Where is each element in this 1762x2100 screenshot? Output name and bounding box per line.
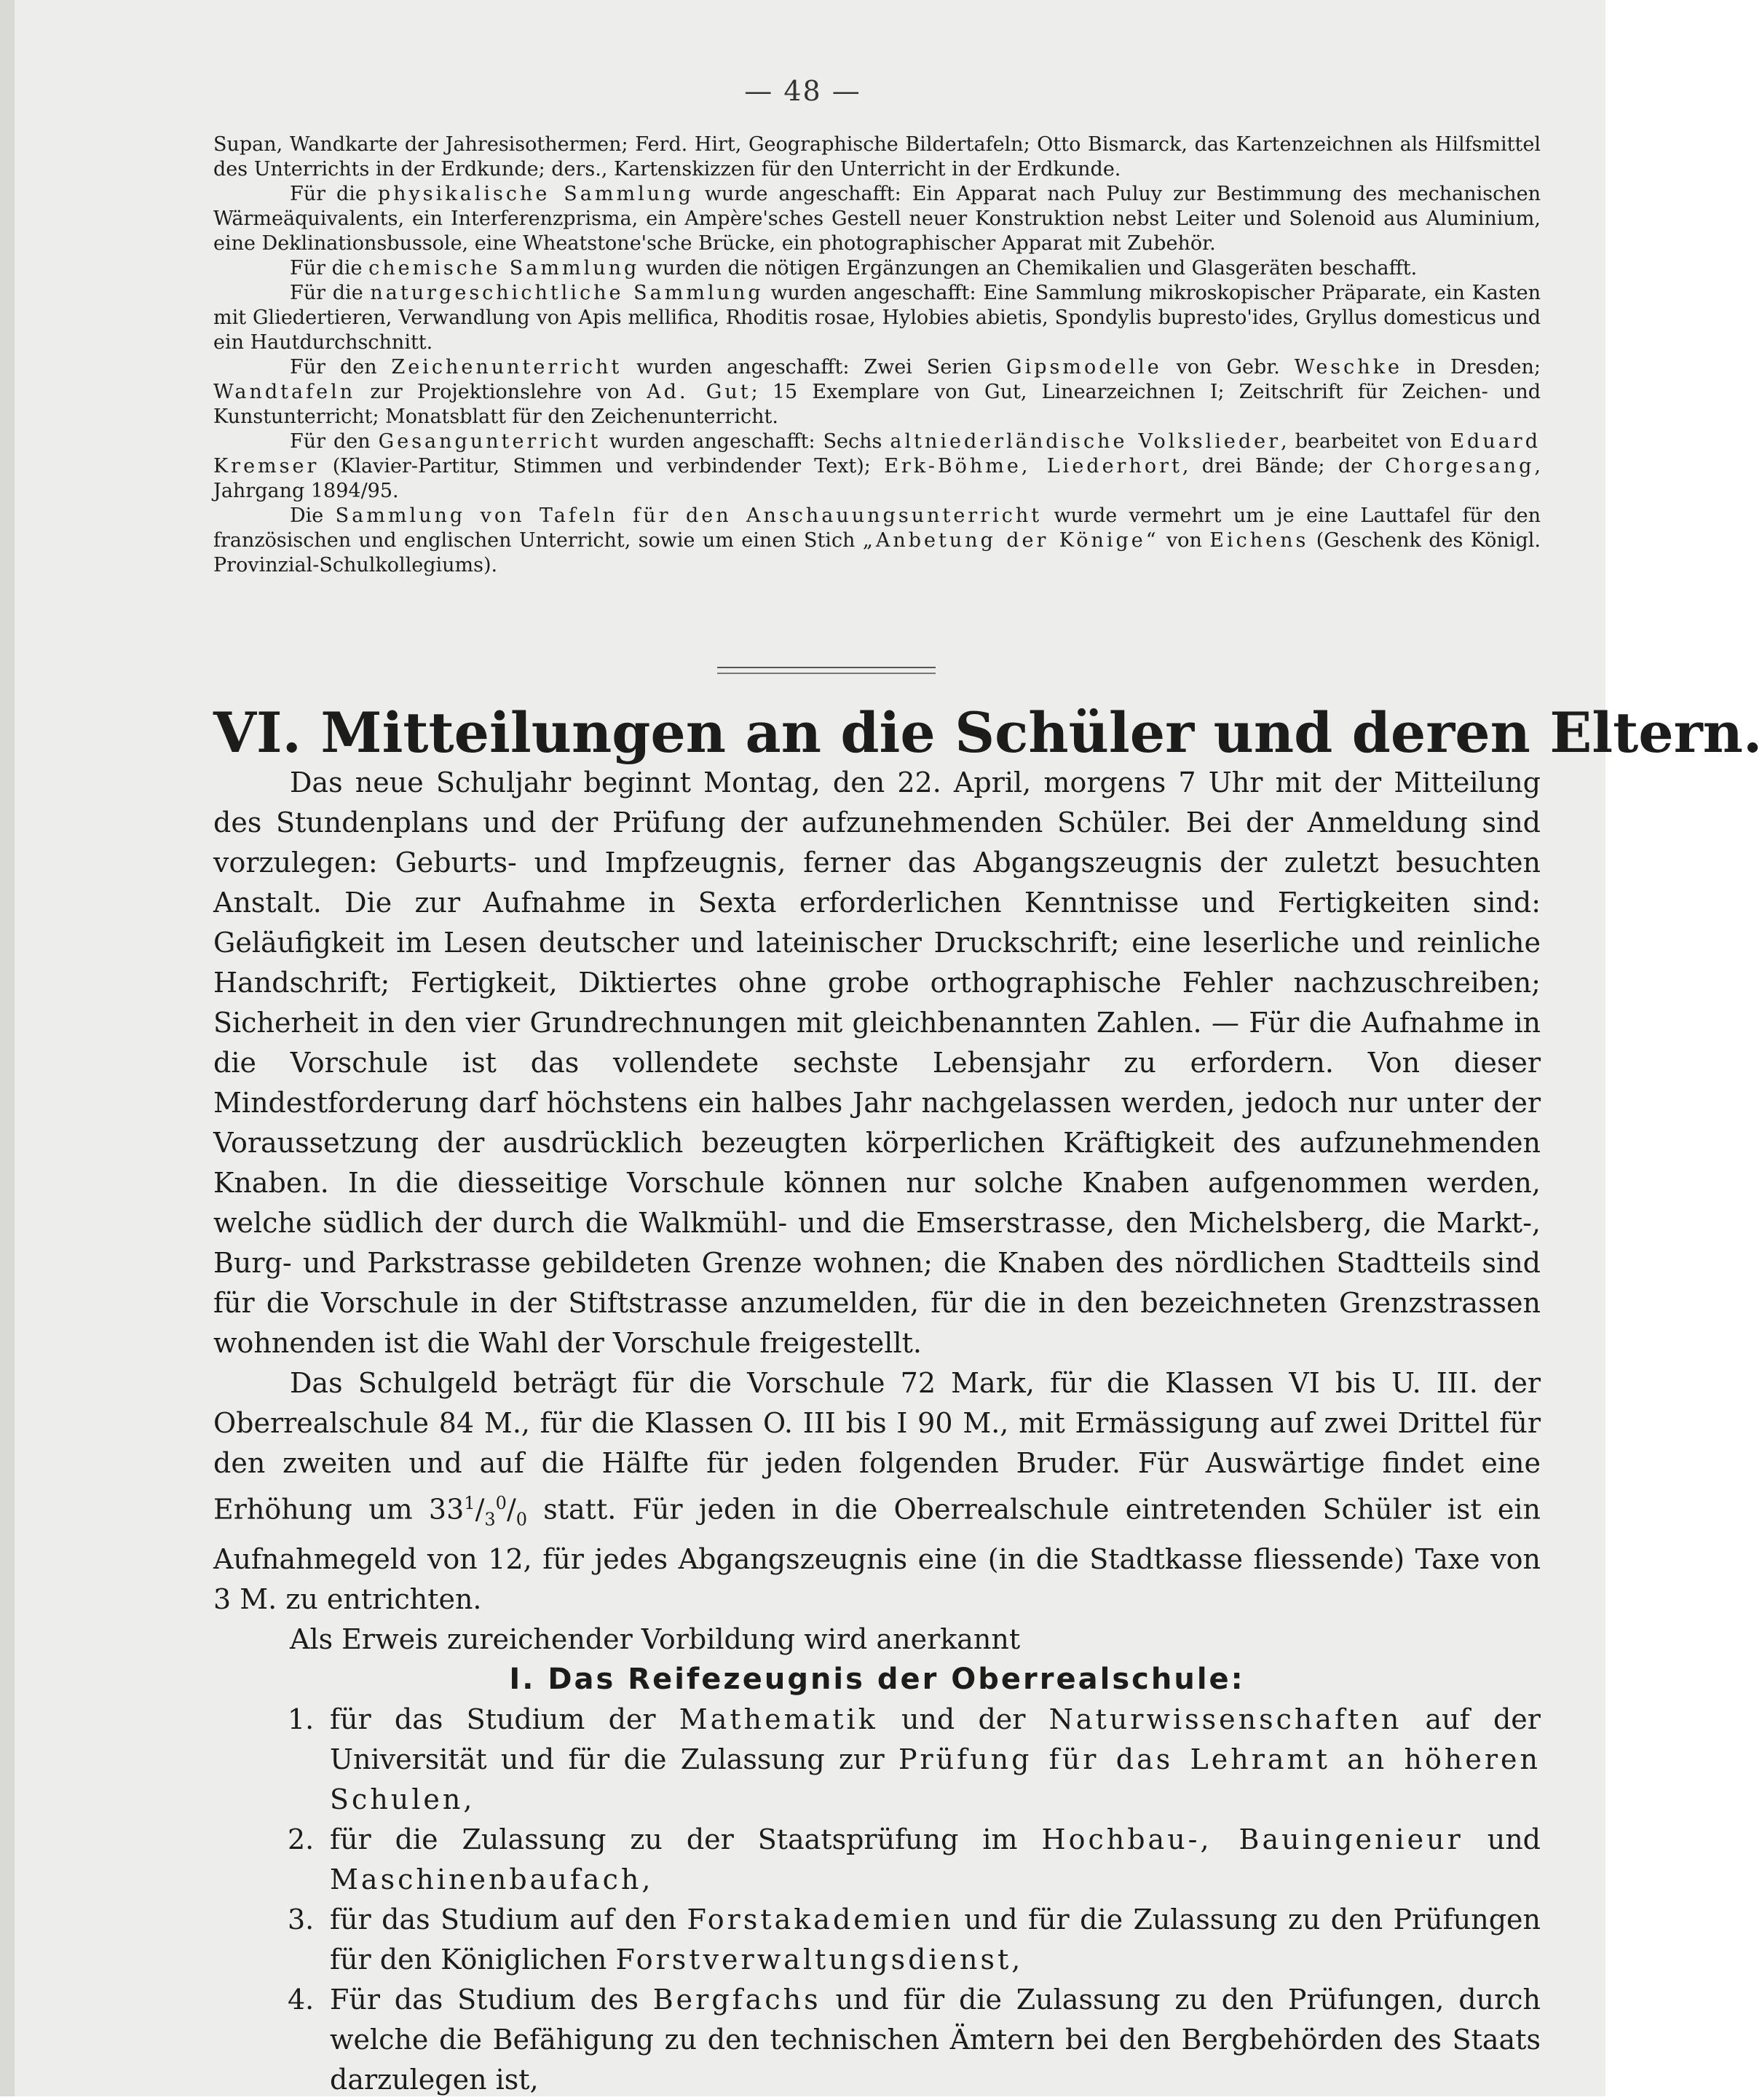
page-number: — 48 — (744, 75, 861, 107)
school-year-paragraph: Das neue Schuljahr beginnt Montag, den 22. April, morgens 7 Uhr mit der Mitteilung des Stundenplans und der Prüfung der aufzunehmenden Schüler. Bei der Anmeldung sind vorzulegen: Geburts- und Impfzeugnis, ferner das Abgangszeugnis der zuletzt besuchten Anstalt. Die zur Aufnahme in Sexta erforderlichen Kenntnisse und Fertigkeiten sind: Geläufigkeit im Lesen deutscher und lateinischer Druckschrift; eine leserliche und reinliche Handschrift; Fertigkeit, Diktiertes ohne grobe orthographische Fehler nachzuschreiben; Sicherheit in den vier Grundrechnungen mit gleichbenannten Zahlen. — Für die Aufnahme in die Vorschule ist das vollendete sechste Lebensjahr zu erfordern. Von dieser Mindestforderung darf höchstens ein halbes Jahr nachgelassen werden, jedoch nur unter der Voraussetzung der ausdrücklich bezeugten körperlichen Kräftigkeit des aufzunehmenden Knaben. In die diesseitige Vorschule können nur solche Knaben aufgenommen werden, welche südlich der durch die Walkmühl- und die Emserstrasse, den Michelsberg, die Markt-, Burg- und Parkstrasse gebildeten Grenze wohnen; die Knaben des nördlichen Stadtteils sind für die Vorschule in der Stiftstrasse anzumelden, für die in den bezeichneten Grenzstrassen wohnenden ist die Wahl der Vorschule freigestellt. (213, 766, 1541, 1359)
acquisitions-drawing-paragraph: Für den Zeichenunterricht wurden angeschafft: Zwei Serien Gipsmodelle von Gebr. Weschke in Dresden; Wandtafeln zur Projektionslehre von Ad. Gut; 15 Exemplare von Gut, Linearzeichnen I; Zeitschrift für Zeichen- und Kunstunterricht; Monatsblatt für den Zeichenunterricht. (213, 356, 1541, 428)
list-item: 3. für das Studium auf den Forstakademien und für die Zulassung zu den Prüfungen für den Königlichen Forstverwaltungsdienst, (288, 1903, 1541, 1976)
spaced-term: naturgeschichtliche Sammlung (370, 282, 764, 304)
spaced-term: Hochbau-, Bauingenieur (1041, 1823, 1463, 1856)
spaced-term: Maschinenbaufach (330, 1863, 642, 1896)
spaced-term: Wandtafeln (213, 381, 356, 403)
spaced-term: Gesangunterricht (378, 430, 601, 453)
spaced-term: „Anbetung der Könige“ (862, 529, 1159, 552)
scan-edge (0, 0, 15, 2096)
list-item: 4. Für das Studium des Bergfachs und für die Zulassung zu den Prüfungen, durch welche die Befähigung zu den technischen Ämtern bei den Bergbehörden des Staats darzulegen ist, (288, 1984, 1541, 2096)
spaced-term: Weschke (1294, 356, 1402, 379)
list-item: 2. für die Zulassung zu der Staatsprüfung im Hochbau-, Bauingenieur und Maschinenbaufach, (288, 1823, 1541, 1896)
acquisitions-physics-paragraph: Für die physikalische Sammlung wurde angeschafft: Ein Apparat nach Puluy zur Bestimmung des mechanischen Wärmeäquivalents, ein Interferenzprisma, ein Ampère'sches Gestell neuer Konstruktion nebst Leiter und Solenoid aus Aluminium, eine Deklinationsbussole, eine Wheatstone'sche Brücke, ein photographischer Apparat mit Zubehör. (213, 183, 1541, 255)
spaced-term: Chorgesang (1385, 455, 1535, 478)
spaced-term: Forstakademien (687, 1903, 954, 1936)
acquisitions-geography-paragraph: Supan, Wandkarte der Jahresisothermen; Ferd. Hirt, Geographische Bildertafeln; Otto Bismarck, das Kartenzeichnen als Hilfsmittel des Unterrichts in der Erdkunde; ders., Kartenskizzen für den Unterricht in der Erdkunde. (213, 133, 1541, 181)
spaced-term: Naturwissenschaften (1048, 1703, 1402, 1736)
acquisitions-chemistry-paragraph: Für die chemische Sammlung wurden die nötigen Ergänzungen an Chemikalien und Glasgeräten beschafft. (290, 257, 1418, 280)
spaced-term: Zeichenunterricht (391, 356, 623, 379)
spaced-term: Erk-Böhme, Liederhort (884, 455, 1182, 478)
spaced-term: Gipsmodelle (1006, 356, 1162, 379)
reifezeugnis-list (213, 1700, 1541, 2100)
acquisitions-singing-paragraph: Für den Gesangunterricht wurden angeschafft: Sechs altniederländische Volkslieder, bearbeitet von Eduard Kremser (Klavier-Partitur, Stimmen und verbindender Text); Erk-Böhme, Liederhort, drei Bände; der Chorgesang, Jahrgang 1894/95. (213, 430, 1541, 502)
acquisitions-tafeln-paragraph: Die Sammlung von Tafeln für den Anschauungsunterricht wurde vermehrt um je eine Lauttafel für den französischen und englischen Unterricht, sowie um einen Stich „Anbetung der Könige“ von Eichens (Geschenk des Königl. Provinzial-Schulkollegiums). (213, 504, 1541, 576)
section-divider (717, 667, 936, 668)
spaced-term: Ad. Gut (647, 381, 751, 403)
spaced-term: Mathematik (679, 1703, 878, 1736)
spaced-term: Eduard Kremser (213, 430, 1541, 478)
acquisitions-natural-history-paragraph: Für die naturgeschichtliche Sammlung wurden angeschafft: Eine Sammlung mikroskopischer Präparate, ein Kasten mit Gliedertieren, Verwandlung von Apis mellifica, Rhoditis rosae, Hylobies abietis, Spondylis bupresto'ides, Gryllus domesticus und ein Hautdurchschnitt. (213, 282, 1541, 354)
erweis-paragraph: Als Erweis zureichender Vorbildung wird anerkannt (290, 1623, 1021, 1656)
list-item: 1. für das Studium der Mathematik und der Naturwissenschaften auf der Universität und für die Zulassung zur Prüfung für das Lehramt an höheren Schulen, (288, 1703, 1541, 1816)
spaced-term: chemische Sammlung (368, 257, 640, 280)
spaced-term: Sammlung von Tafeln für den Anschauungsunterricht (335, 504, 1043, 527)
spaced-term: Eichens (1209, 529, 1309, 552)
section-body (213, 763, 1541, 2100)
spaced-term: Forstverwaltungsdienst (615, 1944, 1012, 1976)
school-fee-paragraph: Das Schulgeld beträgt für die Vorschule 72 Mark, für die Klassen VI bis U. III. der Oberrealschule 84 M., für die Klassen O. III bis I 90 M., mit Ermässigung auf zwei Drittel für den zweiten und auf die Hälfte für jeden folgenden Bruder. Für Auswärtige findet eine Erhöhung um $33^1/_3^0/_0$ statt. Für jeden in die Oberrealschule eintretenden Schüler ist ein Aufnahmegeld von 12, für jedes Abgangszeugnis eine (in die Stadtkasse fliessende) Taxe von 3 M. zu entrichten. (213, 1367, 1541, 1616)
spaced-term: Prüfung für das Lehramt an höheren Schulen (330, 1743, 1541, 1816)
spaced-term: physikalische Sammlung (377, 183, 694, 205)
reifezeugnis-subheading: I. Das Reifezeugnis der Oberrealschule: (509, 1663, 1245, 1697)
spaced-term: Bergfachs (652, 1984, 821, 2016)
spaced-term: altniederländische Volkslieder (890, 430, 1281, 453)
acquisitions-section (213, 132, 1541, 578)
section-heading: VI. Mitteilungen an die Schüler und deren Eltern. (213, 700, 1762, 765)
